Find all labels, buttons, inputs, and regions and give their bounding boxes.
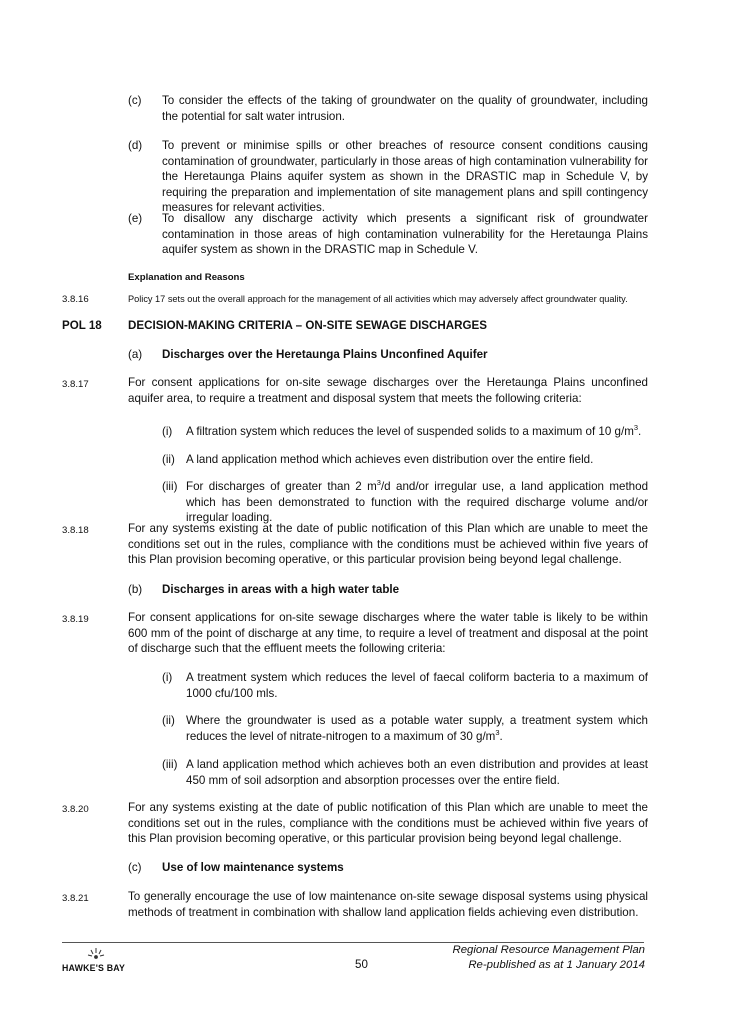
paragraph-3-8-18: For any systems existing at the date of public notification of this Plan which are unable to meet the conditions set out in the rules, compliance with the conditions must be achieved within five years of this Plan provision becoming operative, or this particular provision being beyond legal challenge. [128,522,648,567]
criterion-b-ii [162,713,648,744]
item-label: (e) [128,212,143,225]
policy-title: DECISION-MAKING CRITERIA – ON-SITE SEWAGE DISCHARGES [128,319,488,332]
criterion-text-end: /d and/or irregular use, a land application method which has been demonstrated to function with the required discharge volume and/or irregular loading. [186,480,649,525]
criterion-body [186,424,648,440]
policy-number: POL 18 [62,319,102,332]
paragraph-3-8-20: For any systems existing at the date of public notification of this Plan which are unable to meet the conditions set out in the rules, compliance with the conditions must be achieved within five years of this Plan provision becoming operative, or this particular provision being beyond legal challenge. [128,801,648,846]
explanation-heading: Explanation and Reasons [128,272,245,283]
section-a-heading: Discharges over the Heretaunga Plains Unconfined Aquifer [162,348,488,361]
superscript: 3 [376,478,381,488]
page-number: 50 [355,958,368,971]
item-text: To consider the effects of the taking of groundwater on the quality of groundwater, including the potential for salt water intrusion. [162,94,648,123]
paragraph-ref: 3.8.17 [62,379,89,390]
section-c-label: (c) [128,861,142,874]
criterion-a-ii [162,452,648,468]
section-b-heading: Discharges in areas with a high water table [162,583,400,596]
criterion-text: A land application method which achieves even distribution over the entire field. [186,453,594,466]
superscript: 3 [495,727,500,737]
logo-text: HAWKE'S BAY [62,963,126,973]
criterion-end: . [638,425,642,438]
paragraph-ref: 3.8.20 [62,804,89,815]
criterion-b-i [162,670,648,701]
list-item-d [128,138,648,216]
paragraph-3-8-17: For consent applications for on-site sewage discharges over the Heretaunga Plains unconfined aquifer area, to require a treatment and disposal system that meets the following criteria: [128,376,648,405]
criterion-text: A filtration system which reduces the level of suspended solids to a maximum of 10 g/m [186,425,634,438]
criterion-text: For discharges of greater than 2 m [186,480,377,493]
paragraph-ref: 3.8.16 [62,294,89,305]
criterion-a-iii [162,479,648,526]
criterion-label: (i) [162,671,173,684]
criterion-b-iii [162,757,648,788]
criterion-end: . [499,729,503,743]
list-item-c [128,93,648,124]
paragraph-3-8-21: To generally encourage the use of low maintenance on-site sewage disposal systems using physical methods of treatment in combination with shallow land application fields achieving even distribution. [128,890,648,919]
hawkes-bay-logo [62,944,124,976]
item-text: To disallow any discharge activity which presents a significant risk of groundwater contamination in those areas of high contamination vulnerability for the Heretaunga Plains aquifer system as shown in the DRASTIC map in Schedule V. [162,212,648,257]
item-label: (d) [128,139,143,152]
footer-plan-info [453,943,646,973]
explanation-text: Policy 17 sets out the overall approach for the management of all activities which may adversely affect groundwater quality. [128,294,628,304]
superscript: 3 [633,423,639,433]
paragraph-ref: 3.8.21 [62,893,89,904]
criterion-label: (ii) [162,453,175,466]
criterion-text: Where the groundwater is used as a potable water supply, a treatment system which reduces the level of nitrate-nitrogen to a maximum of 30 g/m [186,714,648,743]
criterion-label: (ii) [162,714,175,727]
paragraph-ref: 3.8.19 [62,614,89,625]
section-b-label: (b) [128,583,143,596]
criterion-label: (i) [162,425,173,438]
paragraph-ref: 3.8.18 [62,525,89,536]
criterion-body [186,479,648,526]
criterion-body [186,713,648,744]
plan-title: Regional Resource Management Plan [452,944,645,956]
item-label: (c) [128,94,142,107]
criterion-label: (iii) [162,480,178,493]
criterion-label: (iii) [162,758,178,771]
criterion-a-i [162,424,648,440]
criterion-text: A land application method which achieves both an even distribution and provides at least 450 mm of soil adsorption and absorption processes over the entire field. [186,758,648,787]
section-c-heading: Use of low maintenance systems [162,861,344,874]
section-a-label: (a) [128,348,143,361]
republished-date: Re-published as at 1 January 2014 [468,959,645,971]
list-item-e [128,211,648,258]
criterion-text: A treatment system which reduces the level of faecal coliform bacteria to a maximum of 1000 cfu/100 mls. [186,671,648,700]
item-text: To prevent or minimise spills or other breaches of resource consent conditions causing contamination of groundwater, particularly in those areas of high contamination vulnerability for the Heretaunga Plains aquifer system as shown in the DRASTIC map in Schedule V, by requiring the preparation and implementation of site management plans and spill contingency measures for relevant activities. [162,139,648,215]
paragraph-3-8-19: For consent applications for on-site sewage discharges where the water table is likely to be within 600 mm of the point of discharge at any time, to require a level of treatment and disposal at the point of discharge such that the effluent meets the following criteria: [128,611,648,656]
